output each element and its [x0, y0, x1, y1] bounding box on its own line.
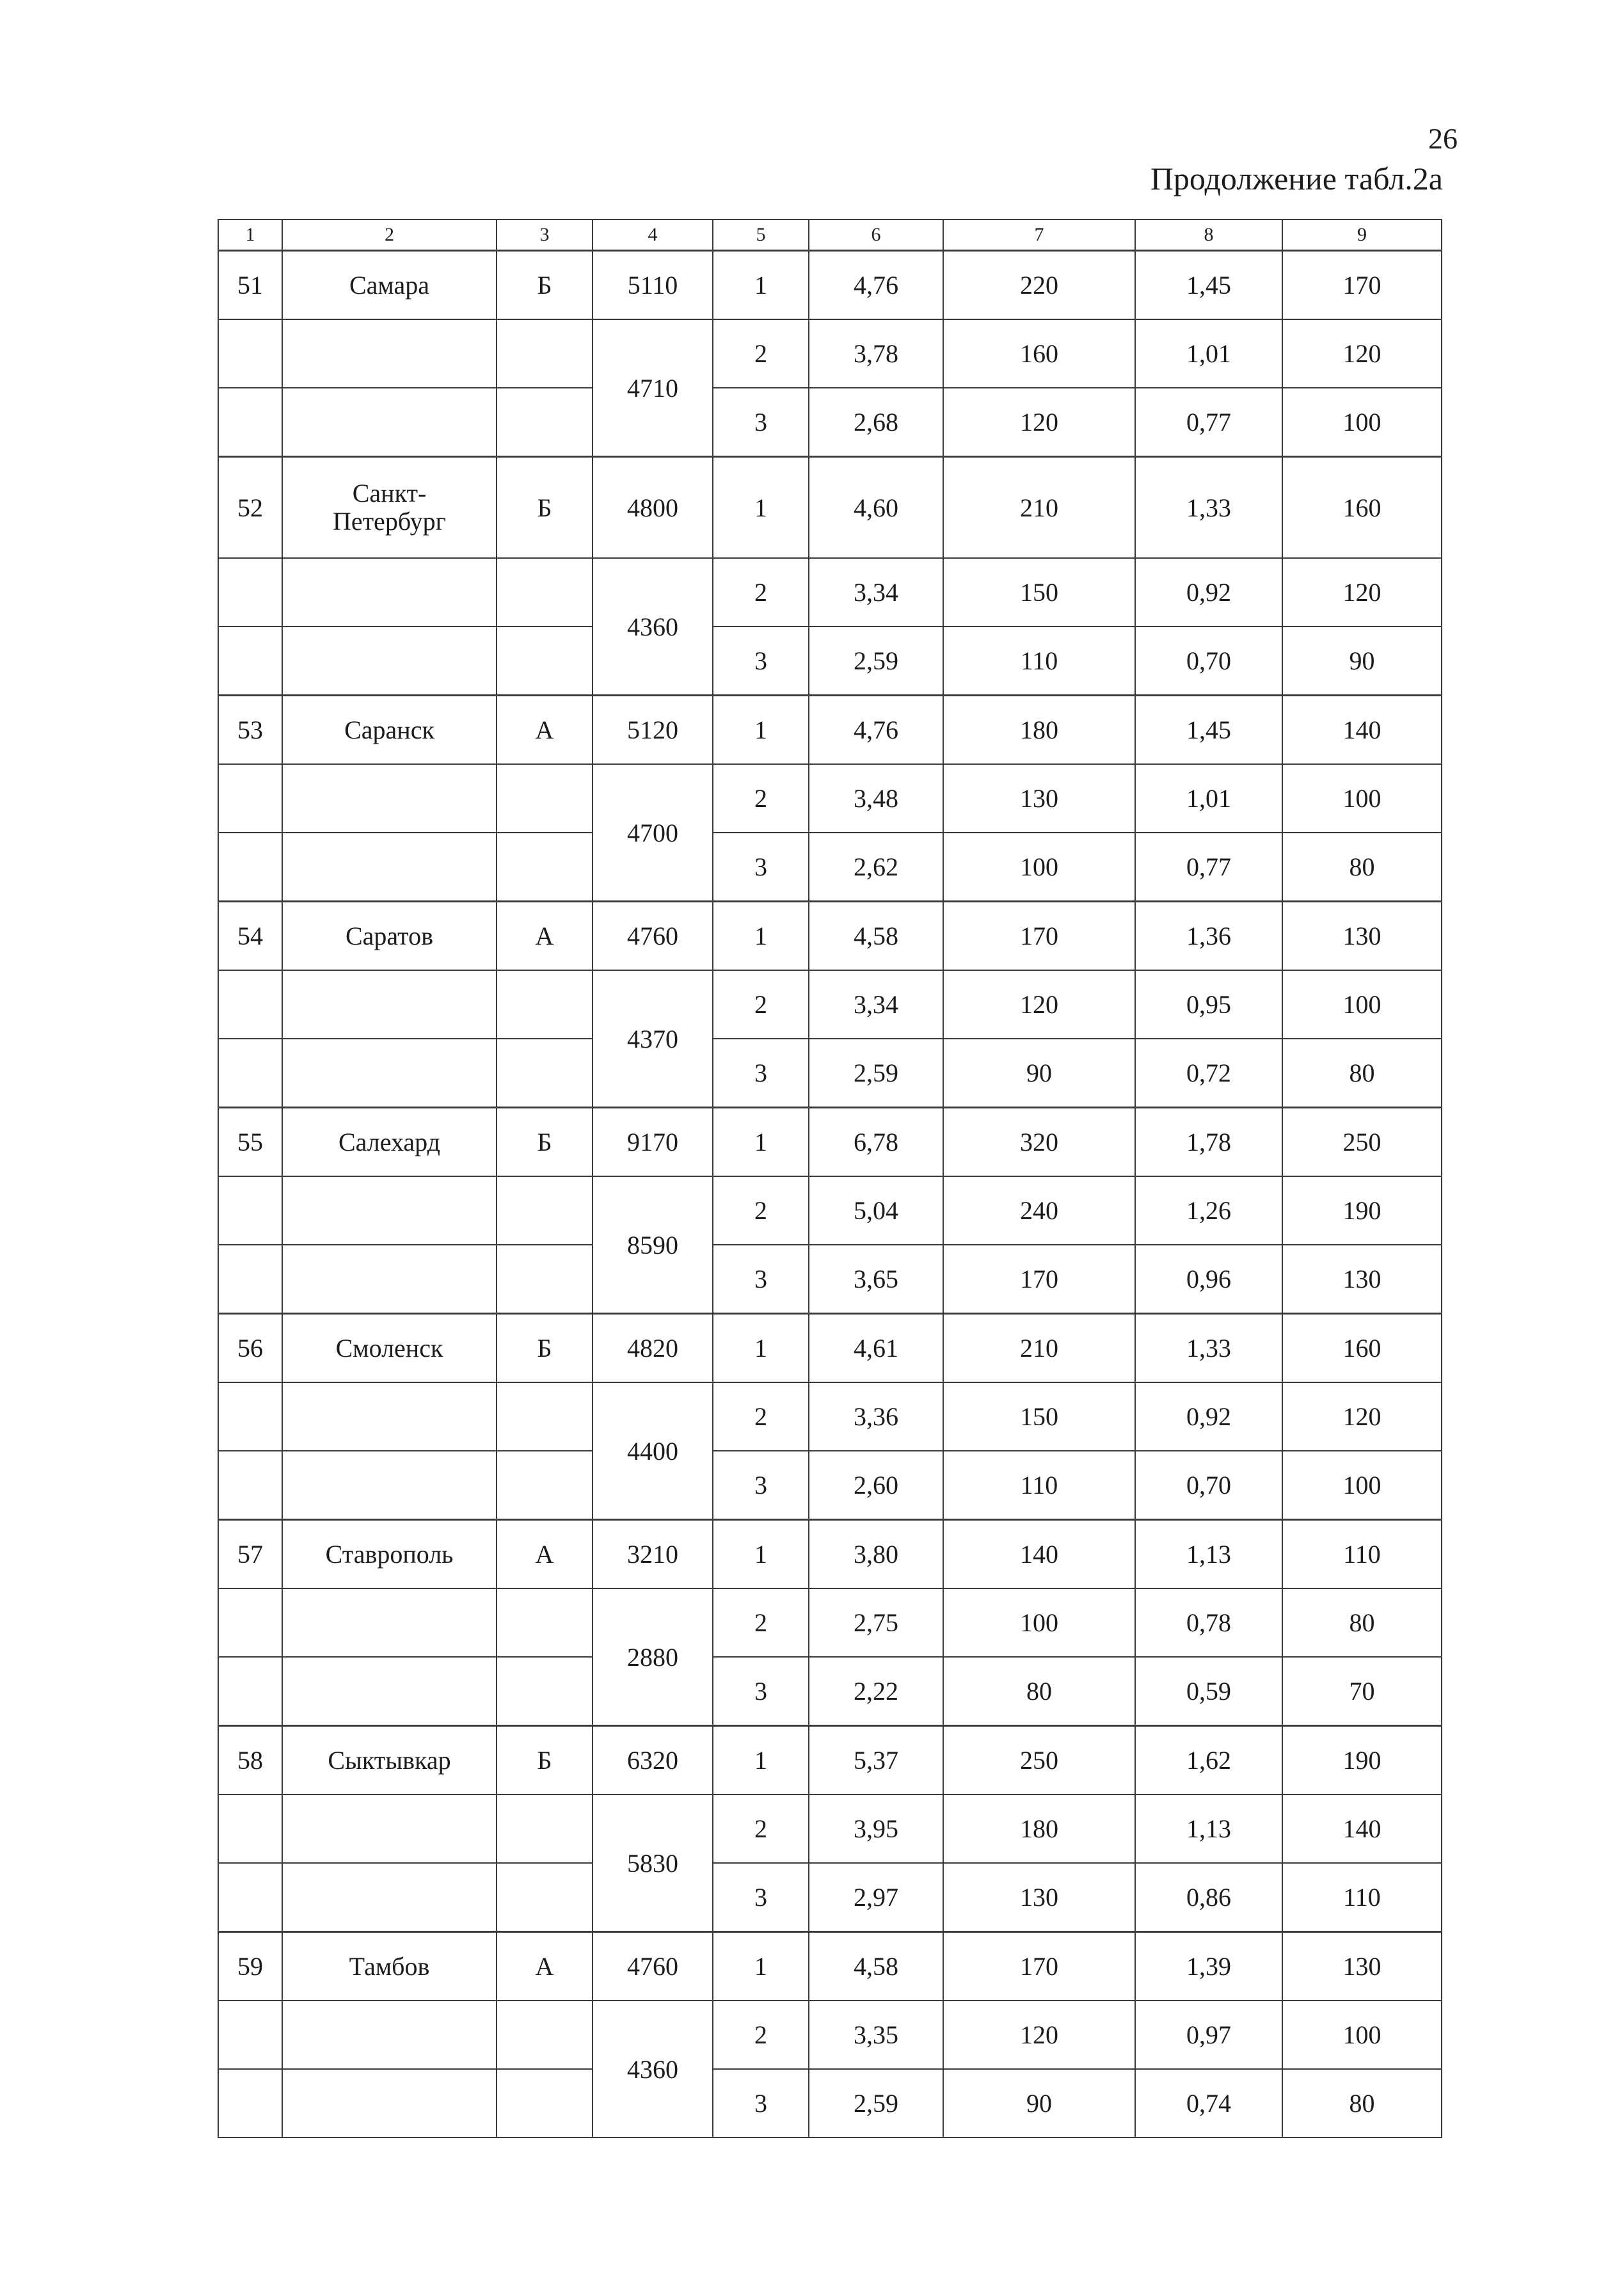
empty-cell [282, 627, 497, 696]
col-8-cell: 0,59 [1135, 1657, 1282, 1726]
header-row [218, 220, 1442, 251]
col-8-cell: 0,92 [1135, 1382, 1282, 1451]
table-row [218, 251, 1442, 320]
empty-cell [497, 1588, 593, 1657]
empty-cell [497, 1657, 593, 1726]
col-6-cell: 2,68 [809, 388, 943, 457]
table-row [218, 1657, 1442, 1726]
empty-cell [497, 1176, 593, 1245]
col-7-cell: 320 [943, 1108, 1135, 1177]
city-cell: Санкт- Петербург [282, 457, 497, 559]
zone-cell: Б [497, 1314, 593, 1383]
col-9-cell: 120 [1282, 319, 1442, 388]
zone-cell: А [497, 696, 593, 765]
zone-cell: Б [497, 1108, 593, 1177]
col-7-cell: 120 [943, 970, 1135, 1039]
col-8-cell: 1,78 [1135, 1108, 1282, 1177]
col-7-cell: 170 [943, 1245, 1135, 1314]
col-6-cell: 6,78 [809, 1108, 943, 1177]
empty-cell [282, 1176, 497, 1245]
col-5-cell: 1 [713, 457, 809, 559]
col-6-cell: 2,62 [809, 833, 943, 902]
zone-cell: А [497, 1932, 593, 2001]
header-cell-6: 6 [809, 220, 943, 251]
city-cell: Ставрополь [282, 1520, 497, 1589]
empty-cell [282, 1588, 497, 1657]
col-7-cell: 170 [943, 1932, 1135, 2001]
empty-cell [497, 2069, 593, 2138]
col-7-cell: 110 [943, 627, 1135, 696]
col-5-cell: 1 [713, 251, 809, 320]
col-6-cell: 3,34 [809, 558, 943, 627]
table-row [218, 627, 1442, 696]
empty-cell [497, 627, 593, 696]
zone-cell: Б [497, 457, 593, 559]
empty-cell [282, 2069, 497, 2138]
col-9-cell: 80 [1282, 833, 1442, 902]
city-cell: Смоленск [282, 1314, 497, 1383]
col-6-cell: 4,58 [809, 902, 943, 971]
col-9-cell: 70 [1282, 1657, 1442, 1726]
table-row [218, 2001, 1442, 2069]
empty-cell [497, 1863, 593, 1932]
col-6-cell: 3,95 [809, 1794, 943, 1863]
table-row [218, 1520, 1442, 1589]
col-5-cell: 1 [713, 1314, 809, 1383]
col-8-cell: 0,97 [1135, 2001, 1282, 2069]
empty-cell [282, 2001, 497, 2069]
col-5-cell: 2 [713, 1176, 809, 1245]
row-number-cell: 54 [218, 902, 282, 971]
empty-cell [218, 1245, 282, 1314]
col-6-cell: 3,78 [809, 319, 943, 388]
col-9-cell: 80 [1282, 1588, 1442, 1657]
table-row [218, 1451, 1442, 1520]
col-6-cell: 4,58 [809, 1932, 943, 2001]
header-cell-3: 3 [497, 220, 593, 251]
col-4-cell: 8590 [593, 1176, 713, 1314]
col-8-cell: 1,13 [1135, 1520, 1282, 1589]
zone-cell: Б [497, 1726, 593, 1795]
col-4-cell: 4370 [593, 970, 713, 1108]
col-4-cell: 2880 [593, 1588, 713, 1726]
col-7-cell: 110 [943, 1451, 1135, 1520]
row-number-cell: 56 [218, 1314, 282, 1383]
col-4-cell: 4760 [593, 902, 713, 971]
col-5-cell: 3 [713, 388, 809, 457]
col-7-cell: 160 [943, 319, 1135, 388]
col-5-cell: 1 [713, 696, 809, 765]
empty-cell [282, 970, 497, 1039]
empty-cell [218, 388, 282, 457]
col-7-cell: 130 [943, 1863, 1135, 1932]
col-7-cell: 240 [943, 1176, 1135, 1245]
empty-cell [497, 833, 593, 902]
col-5-cell: 1 [713, 1932, 809, 2001]
col-7-cell: 170 [943, 902, 1135, 971]
empty-cell [497, 1039, 593, 1108]
col-9-cell: 100 [1282, 2001, 1442, 2069]
city-cell: Саранск [282, 696, 497, 765]
col-5-cell: 2 [713, 1794, 809, 1863]
col-4-cell: 4800 [593, 457, 713, 559]
row-number-cell: 52 [218, 457, 282, 559]
col-6-cell: 3,34 [809, 970, 943, 1039]
empty-cell [218, 1451, 282, 1520]
empty-cell [282, 1245, 497, 1314]
col-4-cell: 4710 [593, 319, 713, 457]
empty-cell [282, 764, 497, 833]
col-8-cell: 0,95 [1135, 970, 1282, 1039]
col-5-cell: 2 [713, 1588, 809, 1657]
zone-cell: А [497, 1520, 593, 1589]
col-5-cell: 2 [713, 764, 809, 833]
empty-cell [282, 1039, 497, 1108]
col-6-cell: 2,59 [809, 1039, 943, 1108]
col-9-cell: 190 [1282, 1176, 1442, 1245]
header-cell-1: 1 [218, 220, 282, 251]
col-8-cell: 1,13 [1135, 1794, 1282, 1863]
row-number-cell: 51 [218, 251, 282, 320]
col-9-cell: 120 [1282, 558, 1442, 627]
table-row [218, 1039, 1442, 1108]
col-6-cell: 4,76 [809, 696, 943, 765]
col-9-cell: 190 [1282, 1726, 1442, 1795]
col-7-cell: 100 [943, 1588, 1135, 1657]
col-4-cell: 4400 [593, 1382, 713, 1520]
empty-cell [218, 2069, 282, 2138]
col-5-cell: 3 [713, 2069, 809, 2138]
table-row [218, 1863, 1442, 1932]
empty-cell [218, 764, 282, 833]
empty-cell [282, 1382, 497, 1451]
table-row [218, 1794, 1442, 1863]
col-8-cell: 0,86 [1135, 1863, 1282, 1932]
empty-cell [218, 1588, 282, 1657]
col-7-cell: 150 [943, 558, 1135, 627]
row-number-cell: 59 [218, 1932, 282, 2001]
col-6-cell: 5,37 [809, 1726, 943, 1795]
empty-cell [282, 558, 497, 627]
empty-cell [218, 558, 282, 627]
col-6-cell: 3,65 [809, 1245, 943, 1314]
empty-cell [218, 1176, 282, 1245]
table-row [218, 1382, 1442, 1451]
col-4-cell: 4820 [593, 1314, 713, 1383]
col-9-cell: 90 [1282, 627, 1442, 696]
col-7-cell: 100 [943, 833, 1135, 902]
col-8-cell: 1,45 [1135, 251, 1282, 320]
col-9-cell: 100 [1282, 970, 1442, 1039]
empty-cell [497, 970, 593, 1039]
empty-cell [497, 2001, 593, 2069]
col-7-cell: 120 [943, 2001, 1135, 2069]
empty-cell [497, 1794, 593, 1863]
col-6-cell: 4,60 [809, 457, 943, 559]
col-9-cell: 170 [1282, 251, 1442, 320]
page-number: 26 [1428, 122, 1458, 155]
col-7-cell: 180 [943, 1794, 1135, 1863]
col-4-cell: 4700 [593, 764, 713, 902]
col-5-cell: 2 [713, 970, 809, 1039]
col-4-cell: 3210 [593, 1520, 713, 1589]
empty-cell [497, 1382, 593, 1451]
col-9-cell: 100 [1282, 1451, 1442, 1520]
table-row [218, 388, 1442, 457]
col-6-cell: 2,75 [809, 1588, 943, 1657]
empty-cell [497, 1451, 593, 1520]
data-table [218, 219, 1442, 2138]
col-9-cell: 160 [1282, 1314, 1442, 1383]
empty-cell [218, 1657, 282, 1726]
col-5-cell: 2 [713, 319, 809, 388]
col-7-cell: 220 [943, 251, 1135, 320]
col-8-cell: 0,78 [1135, 1588, 1282, 1657]
col-9-cell: 130 [1282, 902, 1442, 971]
col-4-cell: 5830 [593, 1794, 713, 1932]
col-9-cell: 120 [1282, 1382, 1442, 1451]
row-number-cell: 58 [218, 1726, 282, 1795]
col-6-cell: 4,76 [809, 251, 943, 320]
empty-cell [282, 1863, 497, 1932]
table-row [218, 558, 1442, 627]
col-8-cell: 1,39 [1135, 1932, 1282, 2001]
empty-cell [497, 764, 593, 833]
col-9-cell: 100 [1282, 388, 1442, 457]
empty-cell [218, 1794, 282, 1863]
col-5-cell: 1 [713, 1108, 809, 1177]
col-6-cell: 2,97 [809, 1863, 943, 1932]
col-7-cell: 80 [943, 1657, 1135, 1726]
col-8-cell: 0,74 [1135, 2069, 1282, 2138]
table-row [218, 1932, 1442, 2001]
col-7-cell: 150 [943, 1382, 1135, 1451]
empty-cell [218, 1039, 282, 1108]
col-9-cell: 130 [1282, 1932, 1442, 2001]
empty-cell [282, 1451, 497, 1520]
empty-cell [282, 1657, 497, 1726]
table-row [218, 1588, 1442, 1657]
empty-cell [497, 388, 593, 457]
col-5-cell: 1 [713, 1520, 809, 1589]
col-7-cell: 120 [943, 388, 1135, 457]
table-row [218, 2069, 1442, 2138]
col-4-cell: 5120 [593, 696, 713, 765]
empty-cell [218, 627, 282, 696]
col-6-cell: 4,61 [809, 1314, 943, 1383]
empty-cell [282, 1794, 497, 1863]
col-8-cell: 1,36 [1135, 902, 1282, 971]
col-5-cell: 3 [713, 1039, 809, 1108]
city-cell: Тамбов [282, 1932, 497, 2001]
table-row [218, 1314, 1442, 1383]
col-8-cell: 0,77 [1135, 388, 1282, 457]
col-5-cell: 3 [713, 833, 809, 902]
col-9-cell: 110 [1282, 1863, 1442, 1932]
row-number-cell: 57 [218, 1520, 282, 1589]
empty-cell [218, 2001, 282, 2069]
col-8-cell: 0,72 [1135, 1039, 1282, 1108]
col-5-cell: 3 [713, 1245, 809, 1314]
empty-cell [218, 970, 282, 1039]
table-row [218, 902, 1442, 971]
col-4-cell: 4760 [593, 1932, 713, 2001]
empty-cell [218, 1863, 282, 1932]
col-8-cell: 0,92 [1135, 558, 1282, 627]
empty-cell [282, 833, 497, 902]
col-9-cell: 100 [1282, 764, 1442, 833]
header-cell-7: 7 [943, 220, 1135, 251]
col-8-cell: 1,26 [1135, 1176, 1282, 1245]
col-8-cell: 0,70 [1135, 1451, 1282, 1520]
header-cell-2: 2 [282, 220, 497, 251]
col-7-cell: 250 [943, 1726, 1135, 1795]
col-6-cell: 3,35 [809, 2001, 943, 2069]
col-8-cell: 0,70 [1135, 627, 1282, 696]
col-4-cell: 4360 [593, 2001, 713, 2138]
col-8-cell: 0,77 [1135, 833, 1282, 902]
col-9-cell: 140 [1282, 696, 1442, 765]
city-cell: Саратов [282, 902, 497, 971]
table-row [218, 764, 1442, 833]
zone-cell: Б [497, 251, 593, 320]
col-6-cell: 2,59 [809, 627, 943, 696]
col-8-cell: 1,62 [1135, 1726, 1282, 1795]
empty-cell [497, 319, 593, 388]
col-6-cell: 3,36 [809, 1382, 943, 1451]
empty-cell [282, 388, 497, 457]
col-8-cell: 1,01 [1135, 764, 1282, 833]
col-4-cell: 5110 [593, 251, 713, 320]
col-9-cell: 250 [1282, 1108, 1442, 1177]
col-7-cell: 90 [943, 1039, 1135, 1108]
col-5-cell: 2 [713, 2001, 809, 2069]
col-7-cell: 180 [943, 696, 1135, 765]
col-9-cell: 80 [1282, 2069, 1442, 2138]
col-5-cell: 3 [713, 1863, 809, 1932]
col-8-cell: 0,96 [1135, 1245, 1282, 1314]
header-cell-4: 4 [593, 220, 713, 251]
col-5-cell: 3 [713, 1657, 809, 1726]
table-row [218, 833, 1442, 902]
col-9-cell: 130 [1282, 1245, 1442, 1314]
empty-cell [218, 1382, 282, 1451]
col-8-cell: 1,33 [1135, 1314, 1282, 1383]
col-6-cell: 3,80 [809, 1520, 943, 1589]
empty-cell [218, 833, 282, 902]
table-row [218, 1726, 1442, 1795]
table-row [218, 1176, 1442, 1245]
col-7-cell: 210 [943, 1314, 1135, 1383]
col-9-cell: 110 [1282, 1520, 1442, 1589]
col-9-cell: 140 [1282, 1794, 1442, 1863]
empty-cell [497, 1245, 593, 1314]
col-7-cell: 140 [943, 1520, 1135, 1589]
col-5-cell: 3 [713, 1451, 809, 1520]
col-5-cell: 2 [713, 558, 809, 627]
col-7-cell: 210 [943, 457, 1135, 559]
table-row [218, 1245, 1442, 1314]
col-6-cell: 2,22 [809, 1657, 943, 1726]
zone-cell: А [497, 902, 593, 971]
col-6-cell: 5,04 [809, 1176, 943, 1245]
col-9-cell: 80 [1282, 1039, 1442, 1108]
col-5-cell: 3 [713, 627, 809, 696]
col-8-cell: 1,01 [1135, 319, 1282, 388]
col-5-cell: 1 [713, 902, 809, 971]
table-row [218, 457, 1442, 559]
header-cell-5: 5 [713, 220, 809, 251]
col-5-cell: 1 [713, 1726, 809, 1795]
table-caption: Продолжение табл.2а [1150, 161, 1443, 196]
row-number-cell: 55 [218, 1108, 282, 1177]
city-cell: Самара [282, 251, 497, 320]
table-row [218, 696, 1442, 765]
city-cell: Сыктывкар [282, 1726, 497, 1795]
table-row [218, 1108, 1442, 1177]
col-9-cell: 160 [1282, 457, 1442, 559]
col-5-cell: 2 [713, 1382, 809, 1451]
header-cell-8: 8 [1135, 220, 1282, 251]
city-cell: Салехард [282, 1108, 497, 1177]
col-4-cell: 6320 [593, 1726, 713, 1795]
col-4-cell: 9170 [593, 1108, 713, 1177]
empty-cell [218, 319, 282, 388]
col-6-cell: 3,48 [809, 764, 943, 833]
col-8-cell: 1,45 [1135, 696, 1282, 765]
col-4-cell: 4360 [593, 558, 713, 696]
col-6-cell: 2,59 [809, 2069, 943, 2138]
header-cell-9: 9 [1282, 220, 1442, 251]
empty-cell [282, 319, 497, 388]
col-7-cell: 90 [943, 2069, 1135, 2138]
col-8-cell: 1,33 [1135, 457, 1282, 559]
col-6-cell: 2,60 [809, 1451, 943, 1520]
table-row [218, 970, 1442, 1039]
row-number-cell: 53 [218, 696, 282, 765]
empty-cell [497, 558, 593, 627]
col-7-cell: 130 [943, 764, 1135, 833]
table-row [218, 319, 1442, 388]
